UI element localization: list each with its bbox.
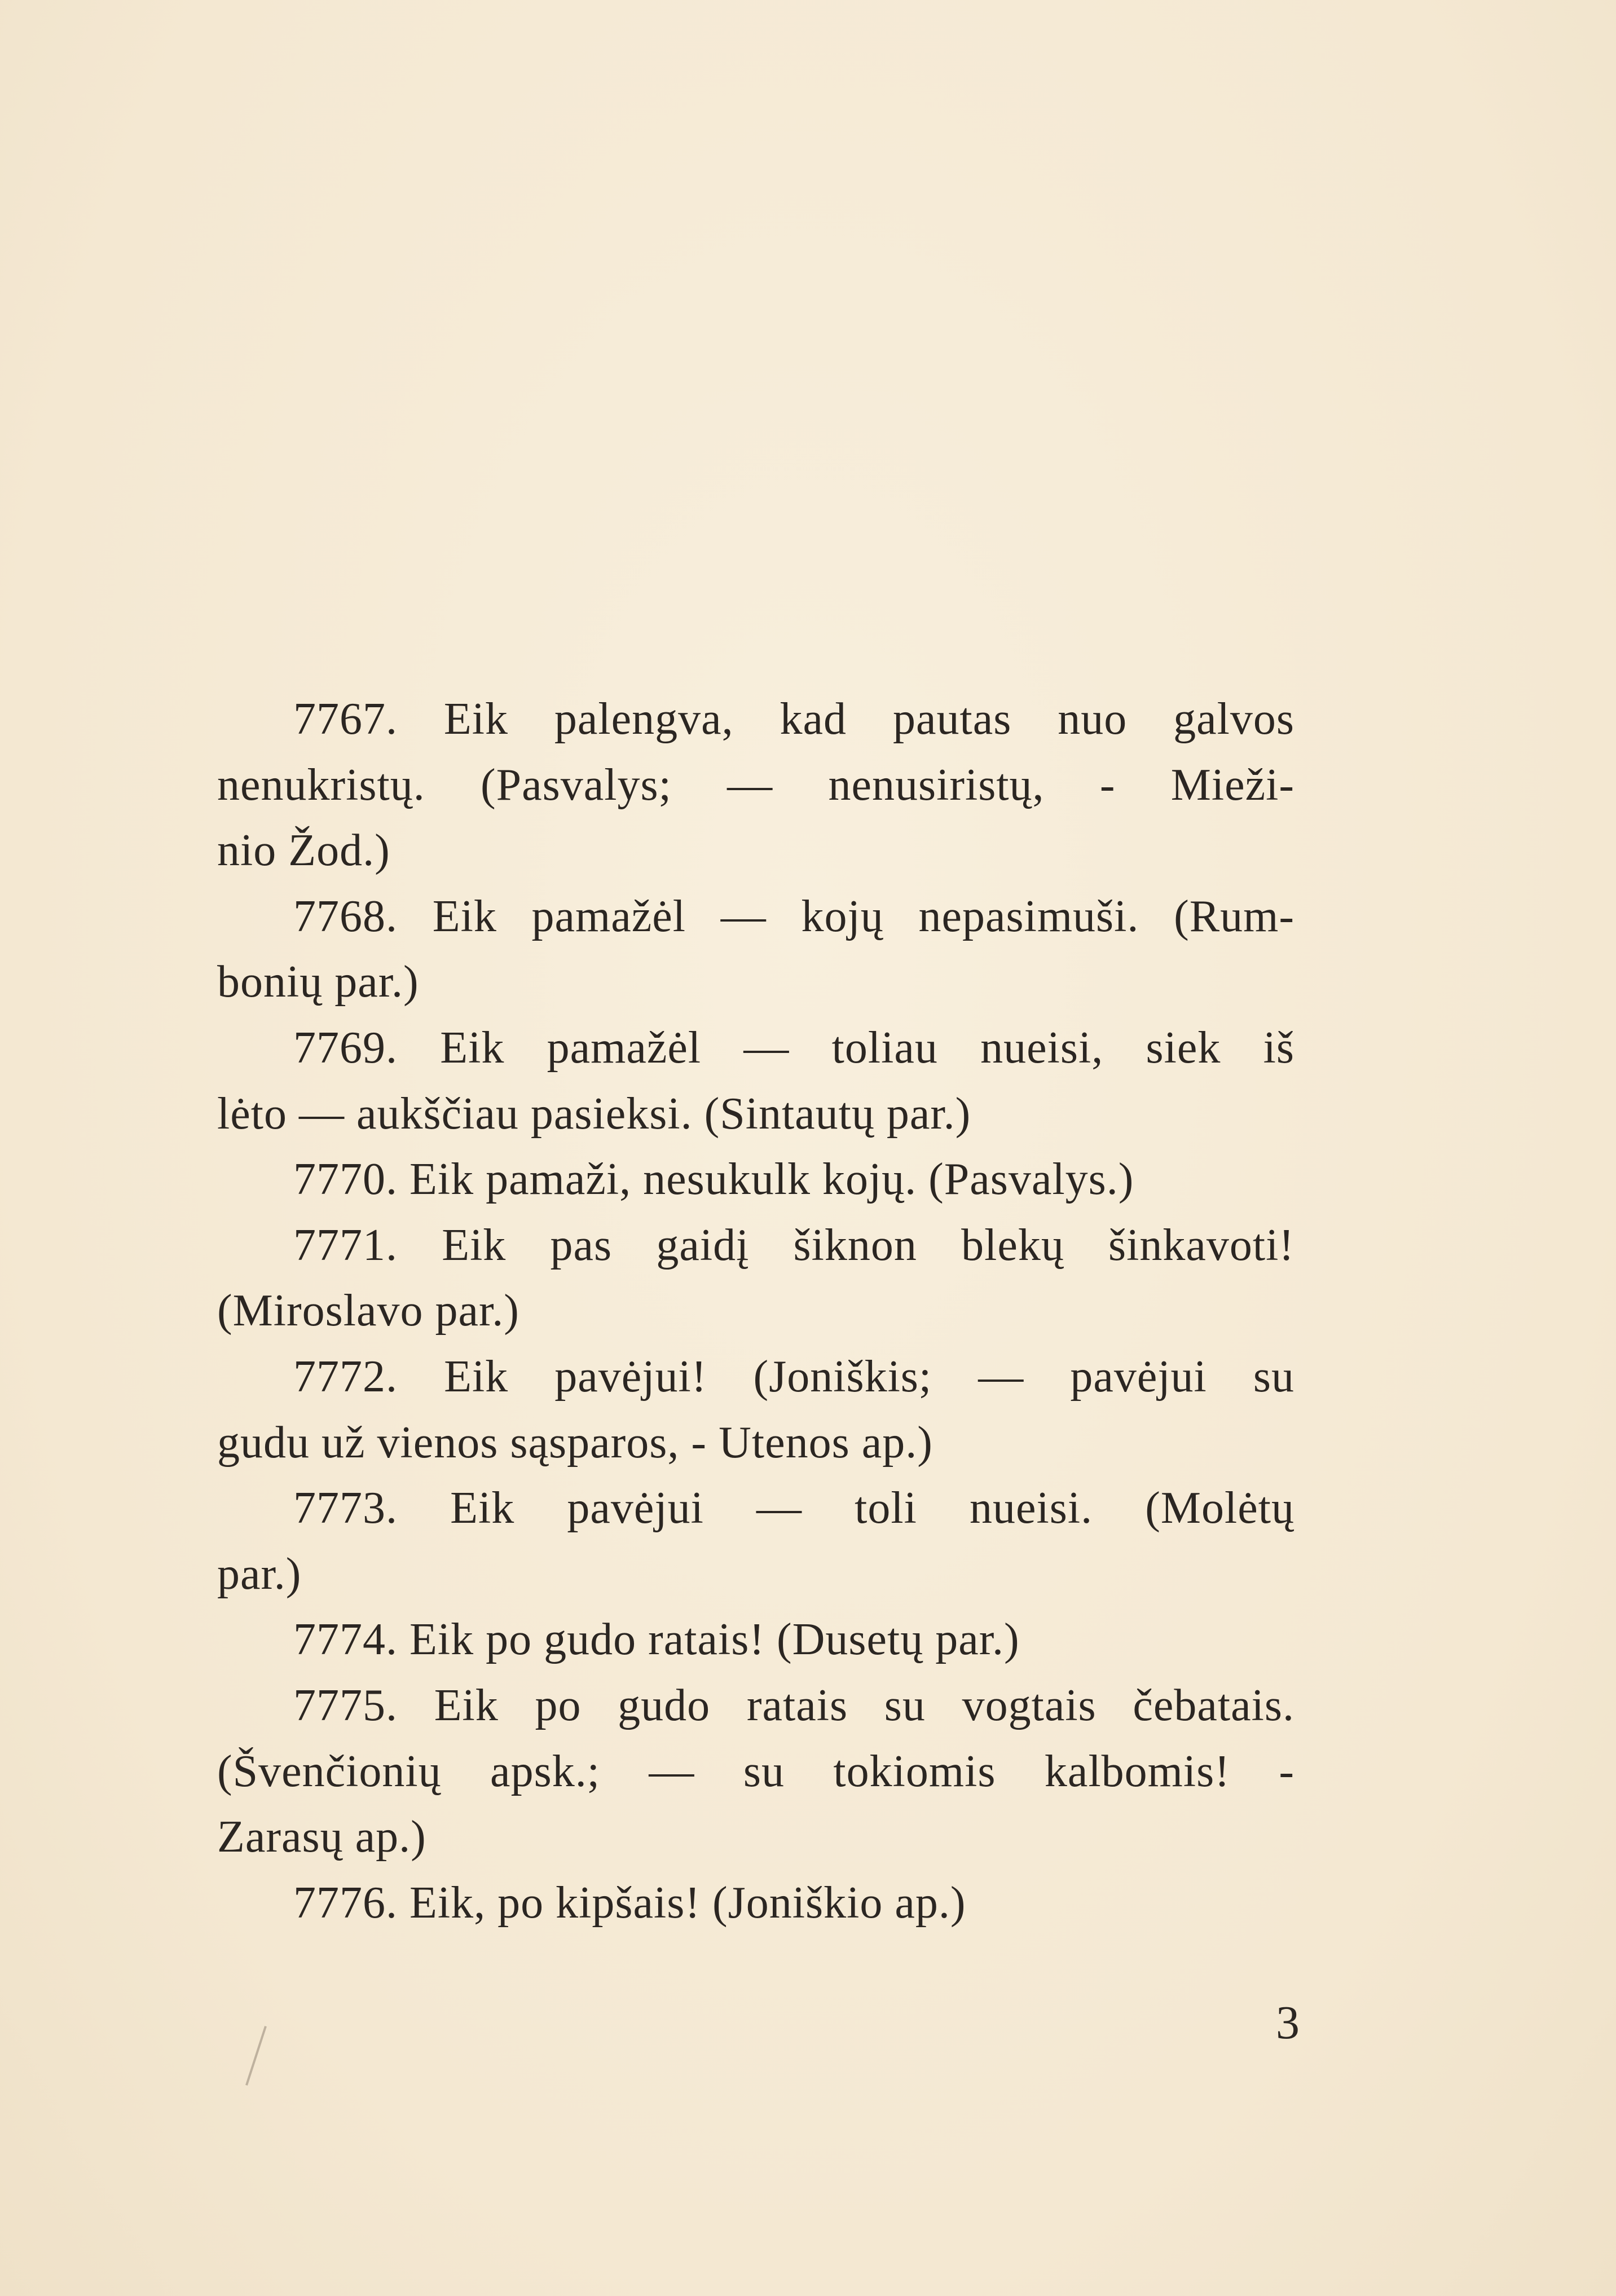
proverb-line: (Miroslavo par.) [217, 1286, 519, 1336]
proverb-line: (Švenčionių apsk.; — su tokiomis kalbomis! - [217, 1746, 1294, 1796]
proverb-entry [217, 1015, 1294, 1147]
proverb-entry [217, 1607, 1294, 1673]
pencil-mark [245, 2026, 267, 2086]
proverb-entry [217, 1475, 1294, 1607]
proverb-entry [217, 1344, 1294, 1475]
proverb-line: 7776. Eik, po kipšais! (Joniškio ap.) [293, 1878, 966, 1928]
proverb-line: lėto — aukščiau pasieksi. (Sintautų par.) [217, 1088, 971, 1139]
proverb-entry [217, 1870, 1294, 1936]
proverb-line: bonių par.) [217, 957, 419, 1007]
proverb-line: 7774. Eik po gudo ratais! (Dusetų par.) [293, 1615, 1020, 1665]
proverb-line: par.) [217, 1549, 302, 1599]
proverb-entry [217, 1673, 1294, 1870]
proverb-entry [217, 686, 1294, 884]
page-number: 3 [1276, 1997, 1300, 2049]
proverb-line: 7775. Eik po gudo ratais su vogtais čebatais. [293, 1680, 1294, 1730]
proverb-line: 7772. Eik pavėjui! (Joniškis; — pavėjui su [293, 1351, 1294, 1402]
proverb-list [217, 686, 1294, 1936]
proverb-entry [217, 884, 1294, 1015]
proverb-line: Zarasų ap.) [217, 1812, 426, 1862]
proverb-line: 7769. Eik pamažėl — toliau nueisi, siek iš [293, 1023, 1294, 1073]
proverb-line: gudu už vienos sąsparos, - Utenos ap.) [217, 1417, 933, 1467]
proverb-line: 7771. Eik pas gaidį šiknon blekų šinkavoti! [293, 1220, 1294, 1270]
proverb-line: 7773. Eik pavėjui — toli nueisi. (Molėtų [293, 1483, 1294, 1533]
proverb-line: 7770. Eik pamaži, nesukulk kojų. (Pasvalys.) [293, 1154, 1134, 1205]
proverb-line: nio Žod.) [217, 826, 390, 876]
proverb-entry [217, 1147, 1294, 1213]
proverb-line: 7767. Eik palengva, kad pautas nuo galvos [293, 694, 1294, 744]
proverb-line: nenukristų. (Pasvalys; — nenusiristų, - Mieži- [217, 760, 1294, 810]
proverb-line: 7768. Eik pamažėl — kojų nepasimuši. (Rum- [293, 891, 1294, 941]
proverb-entry [217, 1213, 1294, 1344]
